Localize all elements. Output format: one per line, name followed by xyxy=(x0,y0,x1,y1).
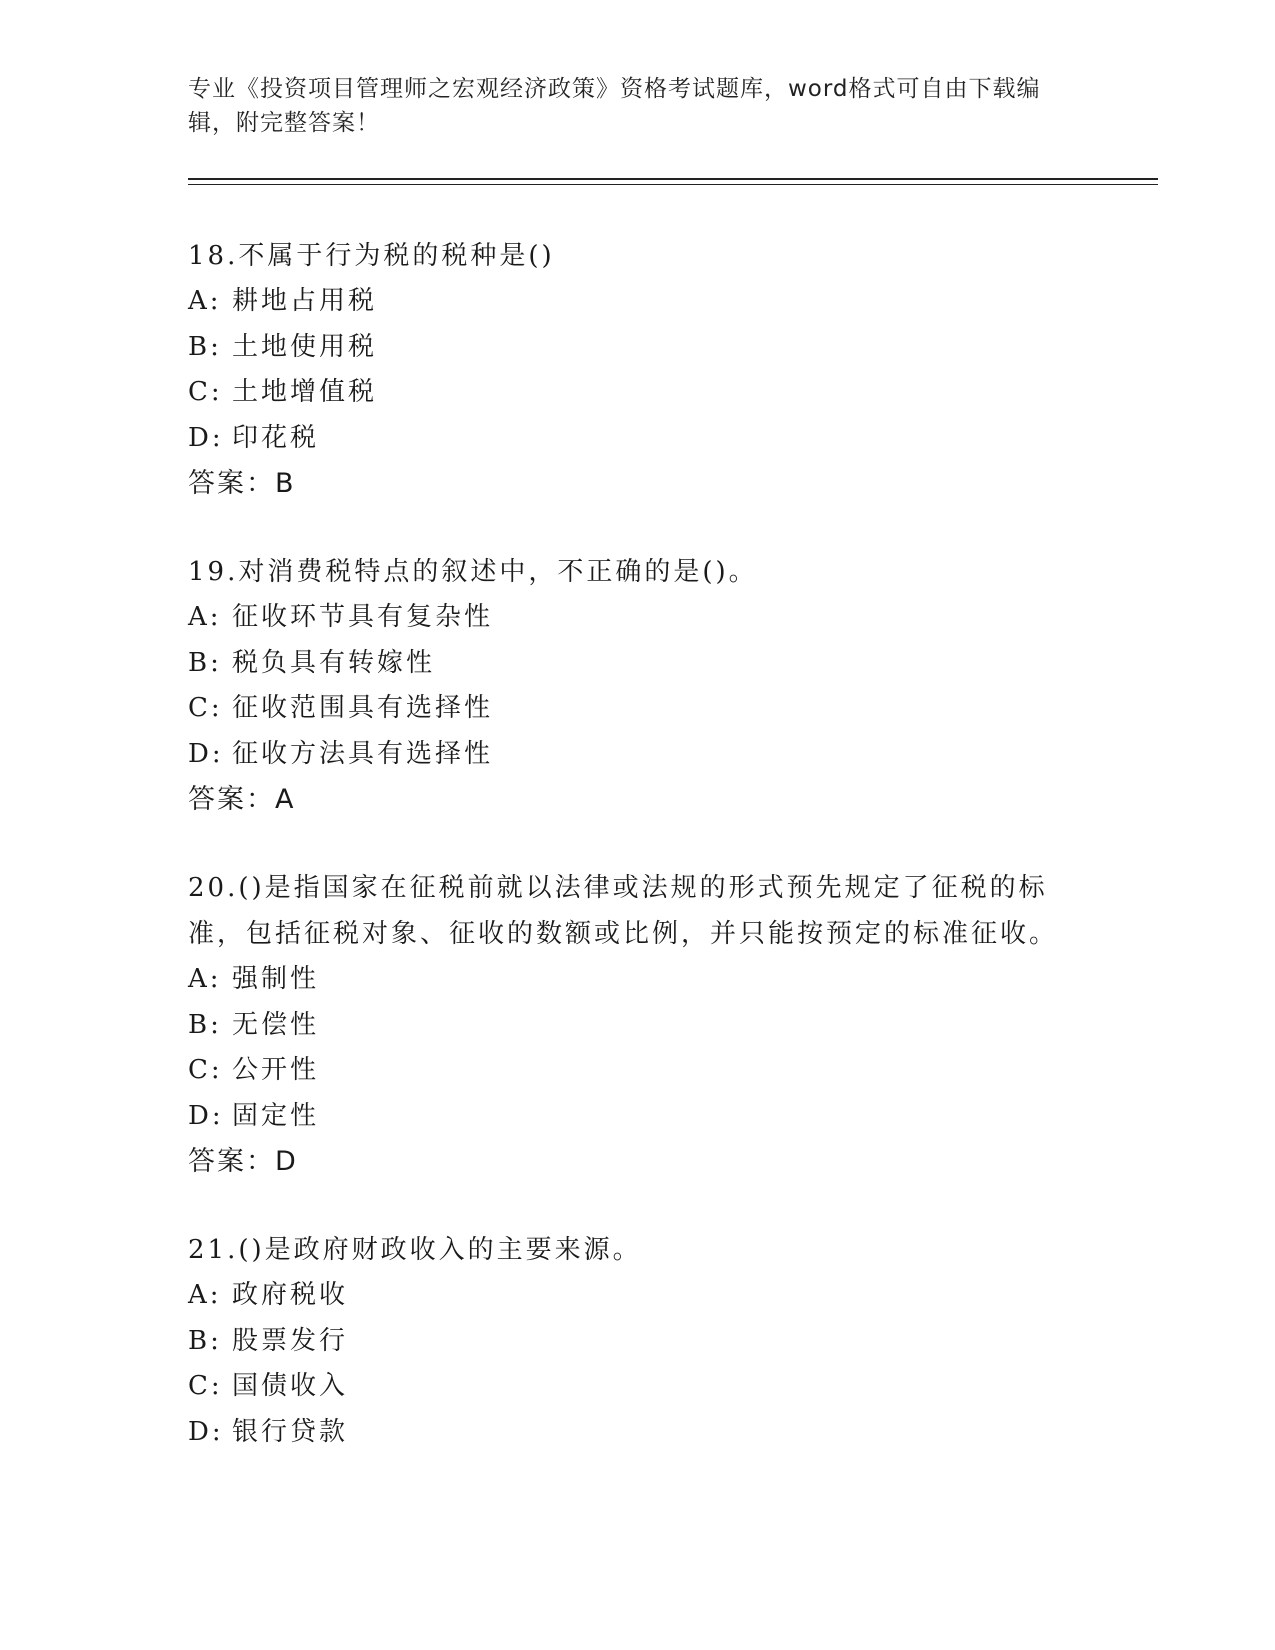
option-text: 印花税 xyxy=(232,422,320,453)
answer-line: 答案：B xyxy=(188,468,296,499)
option-d xyxy=(188,1094,1158,1140)
option-text: 政府税收 xyxy=(232,1280,349,1310)
option-letter: C: xyxy=(188,377,223,407)
option-text: 征收方法具有选择性 xyxy=(232,738,494,769)
option-letter: D: xyxy=(188,1416,224,1447)
option-b xyxy=(188,1003,1158,1049)
option-letter: C: xyxy=(188,1055,223,1085)
option-c xyxy=(188,686,1158,732)
option-text: 国债收入 xyxy=(232,1371,349,1401)
option-text: 公开性 xyxy=(232,1055,320,1085)
question-stem: 20.()是指国家在征税前就以法律或法规的形式预先规定了征税的标准，包括征税对象、征收的数额或比例，并只能按预定的标准征收。 xyxy=(188,873,1059,949)
option-letter: D: xyxy=(188,1100,224,1131)
option-c xyxy=(188,370,1158,416)
option-letter: C: xyxy=(188,1371,223,1401)
option-d xyxy=(188,416,1158,462)
option-c xyxy=(188,1364,1158,1410)
option-d xyxy=(188,1410,1158,1456)
option-letter: B: xyxy=(188,647,222,678)
question-list xyxy=(188,233,1158,1455)
option-text: 征收环节具有复杂性 xyxy=(232,602,494,632)
option-b xyxy=(188,325,1158,371)
option-letter: D: xyxy=(188,738,224,769)
option-text: 税负具有转嫁性 xyxy=(232,647,436,678)
question-18 xyxy=(188,233,1158,507)
option-letter: B: xyxy=(188,1009,222,1040)
question-stem: 21.()是政府财政收入的主要来源。 xyxy=(188,1235,642,1265)
option-letter: B: xyxy=(188,1325,222,1356)
option-letter: B: xyxy=(188,331,222,362)
option-letter: A: xyxy=(188,964,222,994)
option-text: 土地使用税 xyxy=(232,331,378,362)
question-20 xyxy=(188,865,1158,1185)
option-b xyxy=(188,1319,1158,1365)
document-page xyxy=(188,72,1158,1497)
option-text: 强制性 xyxy=(232,964,320,994)
option-text: 征收范围具有选择性 xyxy=(232,693,494,723)
option-text: 股票发行 xyxy=(232,1325,349,1356)
option-a xyxy=(188,279,1158,325)
option-letter: A: xyxy=(188,602,222,632)
option-a xyxy=(188,1273,1158,1319)
option-letter: C: xyxy=(188,693,223,723)
question-21 xyxy=(188,1227,1158,1455)
option-a xyxy=(188,957,1158,1003)
option-letter: A: xyxy=(188,286,222,316)
option-letter: D: xyxy=(188,422,224,453)
option-b xyxy=(188,641,1158,687)
option-text: 无偿性 xyxy=(232,1009,320,1040)
document-intro: 专业《投资项目管理师之宏观经济政策》资格考试题库，word格式可自由下载编辑，附完整答案！ xyxy=(188,76,1041,136)
answer-line: 答案：D xyxy=(188,1146,298,1177)
option-letter: A: xyxy=(188,1280,222,1310)
option-d xyxy=(188,732,1158,778)
header-divider xyxy=(188,178,1158,185)
option-a xyxy=(188,595,1158,641)
option-text: 固定性 xyxy=(232,1100,320,1131)
question-stem: 19.对消费税特点的叙述中，不正确的是()。 xyxy=(188,557,758,587)
question-19 xyxy=(188,549,1158,823)
answer-line: 答案：A xyxy=(188,784,296,815)
option-text: 耕地占用税 xyxy=(232,286,378,316)
option-text: 土地增值税 xyxy=(232,377,378,407)
question-stem: 18.不属于行为税的税种是() xyxy=(188,241,555,271)
option-text: 银行贷款 xyxy=(232,1416,349,1447)
option-c xyxy=(188,1048,1158,1094)
